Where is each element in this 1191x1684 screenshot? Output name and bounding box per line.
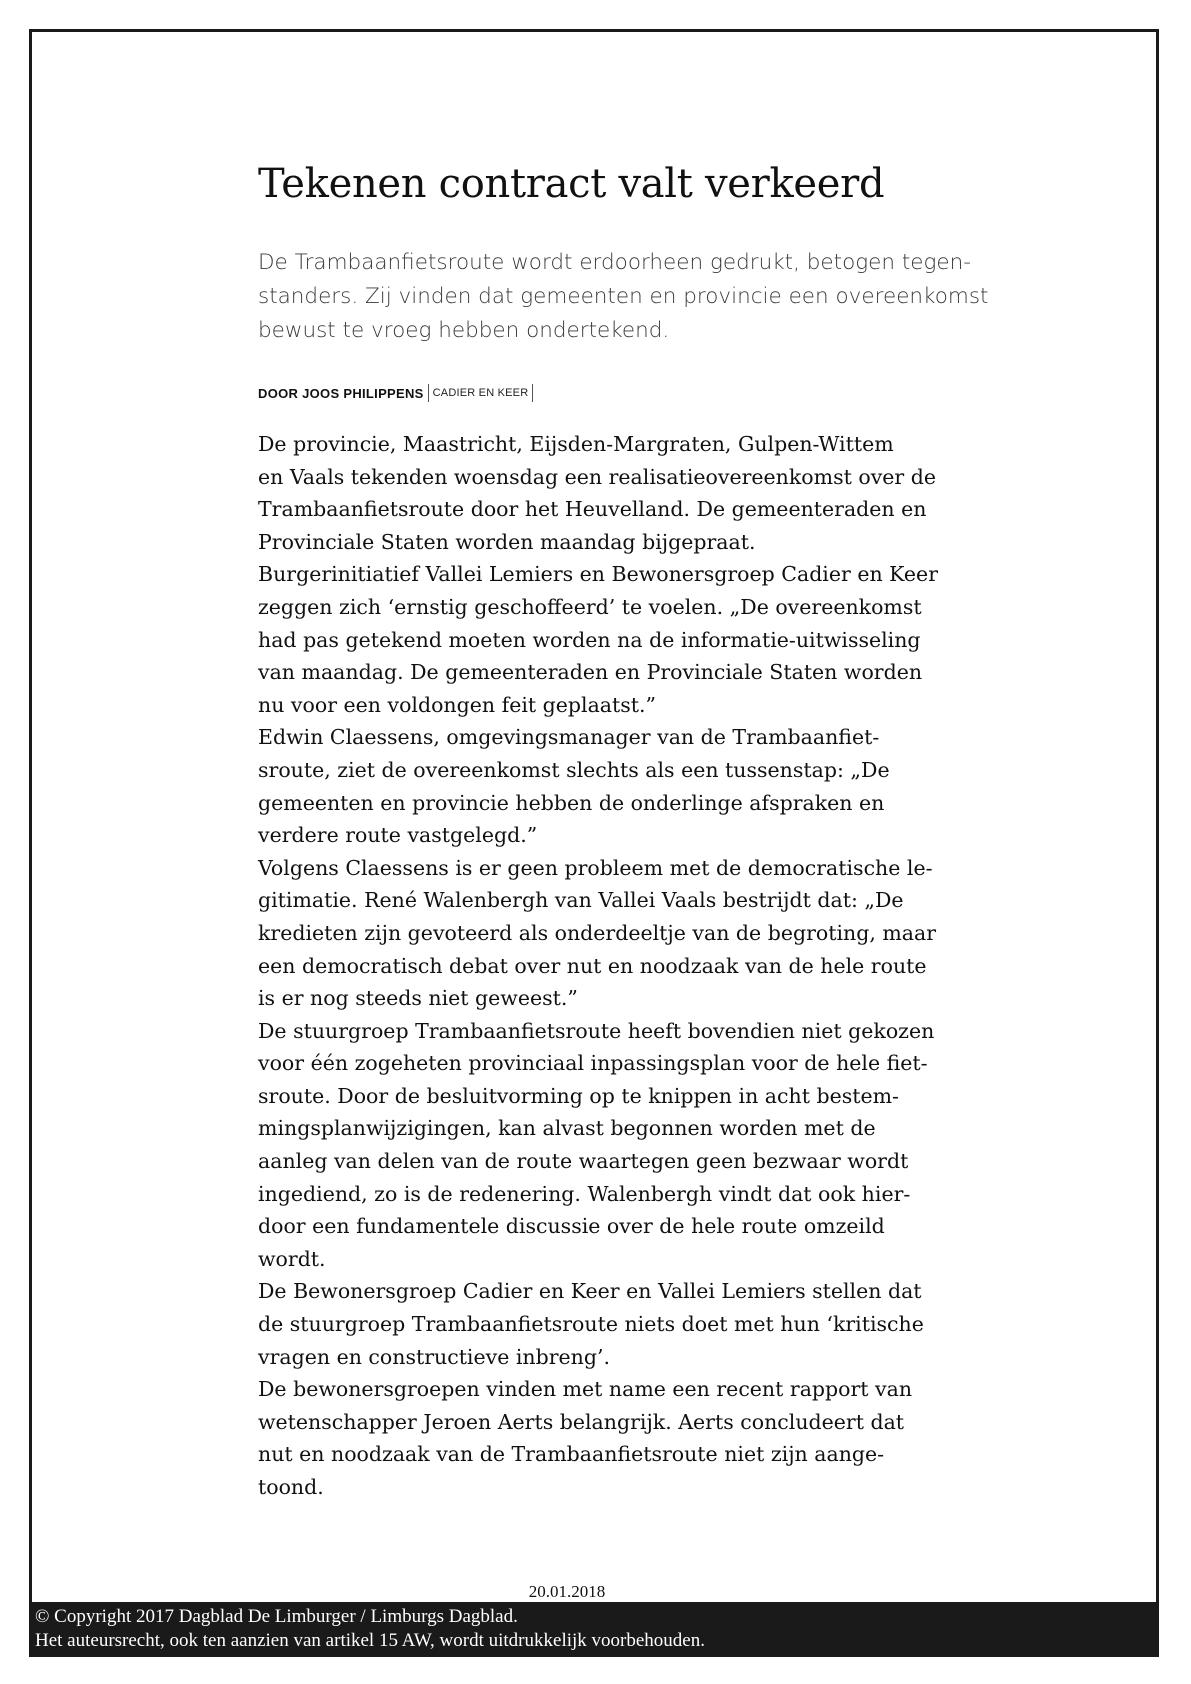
- byline-place: CADIER EN KEER: [432, 387, 529, 399]
- body-line: aanleg van delen van de route waartegen geen bezwaar wordt: [258, 1149, 909, 1174]
- body-line: van maandag. De gemeenteraden en Provinciale Staten worden: [258, 660, 923, 685]
- body-line: wetenschapper Jeroen Aerts belangrijk. Aerts concludeert dat: [258, 1409, 905, 1434]
- lead-line: bewust te vroeg hebben ondertekend.: [258, 318, 670, 343]
- body-line: Volgens Claessens is er geen probleem met de democratische le-: [258, 855, 933, 880]
- body-line: zeggen zich ‘ernstig geschoffeerd’ te voelen. „De overeenkomst: [258, 594, 922, 619]
- body-line: kredieten zijn gevoteerd als onderdeeltje van de begroting, maar: [258, 920, 937, 945]
- article: [258, 160, 998, 1504]
- body-line: had pas getekend moeten worden na de informatie-uitwisseling: [258, 627, 921, 652]
- body-line: toond.: [258, 1475, 324, 1499]
- body-line: Burgerinitiatief Vallei Lemiers en Bewonersgroep Cadier en Keer: [258, 562, 938, 587]
- copyright-footer: [29, 1602, 1159, 1657]
- body-line: vragen en constructieve inbreng’.: [258, 1344, 611, 1369]
- body-line: De provincie, Maastricht, Eijsden-Margraten, Gulpen-Wittem: [258, 432, 894, 456]
- body-line: voor één zogeheten provinciaal inpassingsplan voor de hele fiet-: [258, 1051, 928, 1076]
- body-line: Trambaanfietsroute door het Heuvelland. De gemeenteraden en: [258, 497, 927, 522]
- body-line: en Vaals tekenden woensdag een realisatieovereenkomst over de: [258, 464, 936, 489]
- body-line: sroute, ziet de overeenkomst slechts als een tussenstap: „De: [258, 757, 890, 782]
- copyright-line: © Copyright 2017 Dagblad De Limburger / Limburgs Dagblad.: [35, 1606, 518, 1627]
- lead-line: De Trambaanfietsroute wordt erdoorheen gedrukt, betogen tegen-: [258, 250, 971, 275]
- body-line: is er nog steeds niet geweest.”: [258, 986, 578, 1011]
- body-line: ingediend, zo is de redenering. Walenbergh vindt dat ook hier-: [258, 1181, 911, 1206]
- body-line: gemeenten en provincie hebben de onderlinge afspraken en: [258, 790, 885, 815]
- body-line: verdere route vastgelegd.”: [258, 823, 538, 848]
- body-line: Provinciale Staten worden maandag bijgepraat.: [258, 529, 756, 554]
- body-line: door een fundamentele discussie over de hele route omzeild: [258, 1214, 885, 1239]
- body-line: een democratisch debat over nut en noodzaak van de hele route: [258, 953, 927, 978]
- byline-author: DOOR JOOS PHILIPPENS: [258, 385, 424, 401]
- body-line: gitimatie. René Walenbergh van Vallei Vaals bestrijdt dat: „De: [258, 888, 904, 913]
- body-line: wordt.: [258, 1246, 326, 1271]
- byline: [258, 384, 998, 402]
- body-line: nu voor een voldongen feit geplaatst.”: [258, 692, 657, 717]
- body-line: de stuurgroep Trambaanfietsroute niets doet met hun ‘kritische: [258, 1312, 924, 1337]
- article-headline: Tekenen contract valt verkeerd: [258, 161, 885, 207]
- body-line: De stuurgroep Trambaanfietsroute heeft bovendien niet gekozen: [258, 1018, 935, 1043]
- article-body: [258, 428, 1018, 1504]
- copyright-notice: Het auteursrecht, ook ten aanzien van artikel 15 AW, wordt uitdrukkelijk voorbehouden.: [35, 1630, 705, 1651]
- byline-divider: [428, 384, 429, 402]
- body-line: nut en noodzaak van de Trambaanfietsroute niet zijn aange-: [258, 1442, 885, 1467]
- page-frame: [29, 29, 1159, 1657]
- body-line: sroute. Door de besluitvorming op te knippen in acht bestem-: [258, 1083, 899, 1108]
- body-line: De Bewonersgroep Cadier en Keer en Vallei Lemiers stellen dat: [258, 1279, 922, 1304]
- article-lead: [258, 246, 989, 348]
- body-line: Edwin Claessens, omgevingsmanager van de Trambaanfiet-: [258, 725, 880, 750]
- lead-line: standers. Zij vinden dat gemeenten en provincie een overeenkomst: [258, 284, 989, 309]
- article-date: 20.01.2018: [528, 1582, 606, 1601]
- body-line: De bewonersgroepen vinden met name een recent rapport van: [258, 1377, 913, 1402]
- byline-divider: [532, 384, 533, 402]
- body-line: mingsplanwijzigingen, kan alvast begonnen worden met de: [258, 1116, 876, 1141]
